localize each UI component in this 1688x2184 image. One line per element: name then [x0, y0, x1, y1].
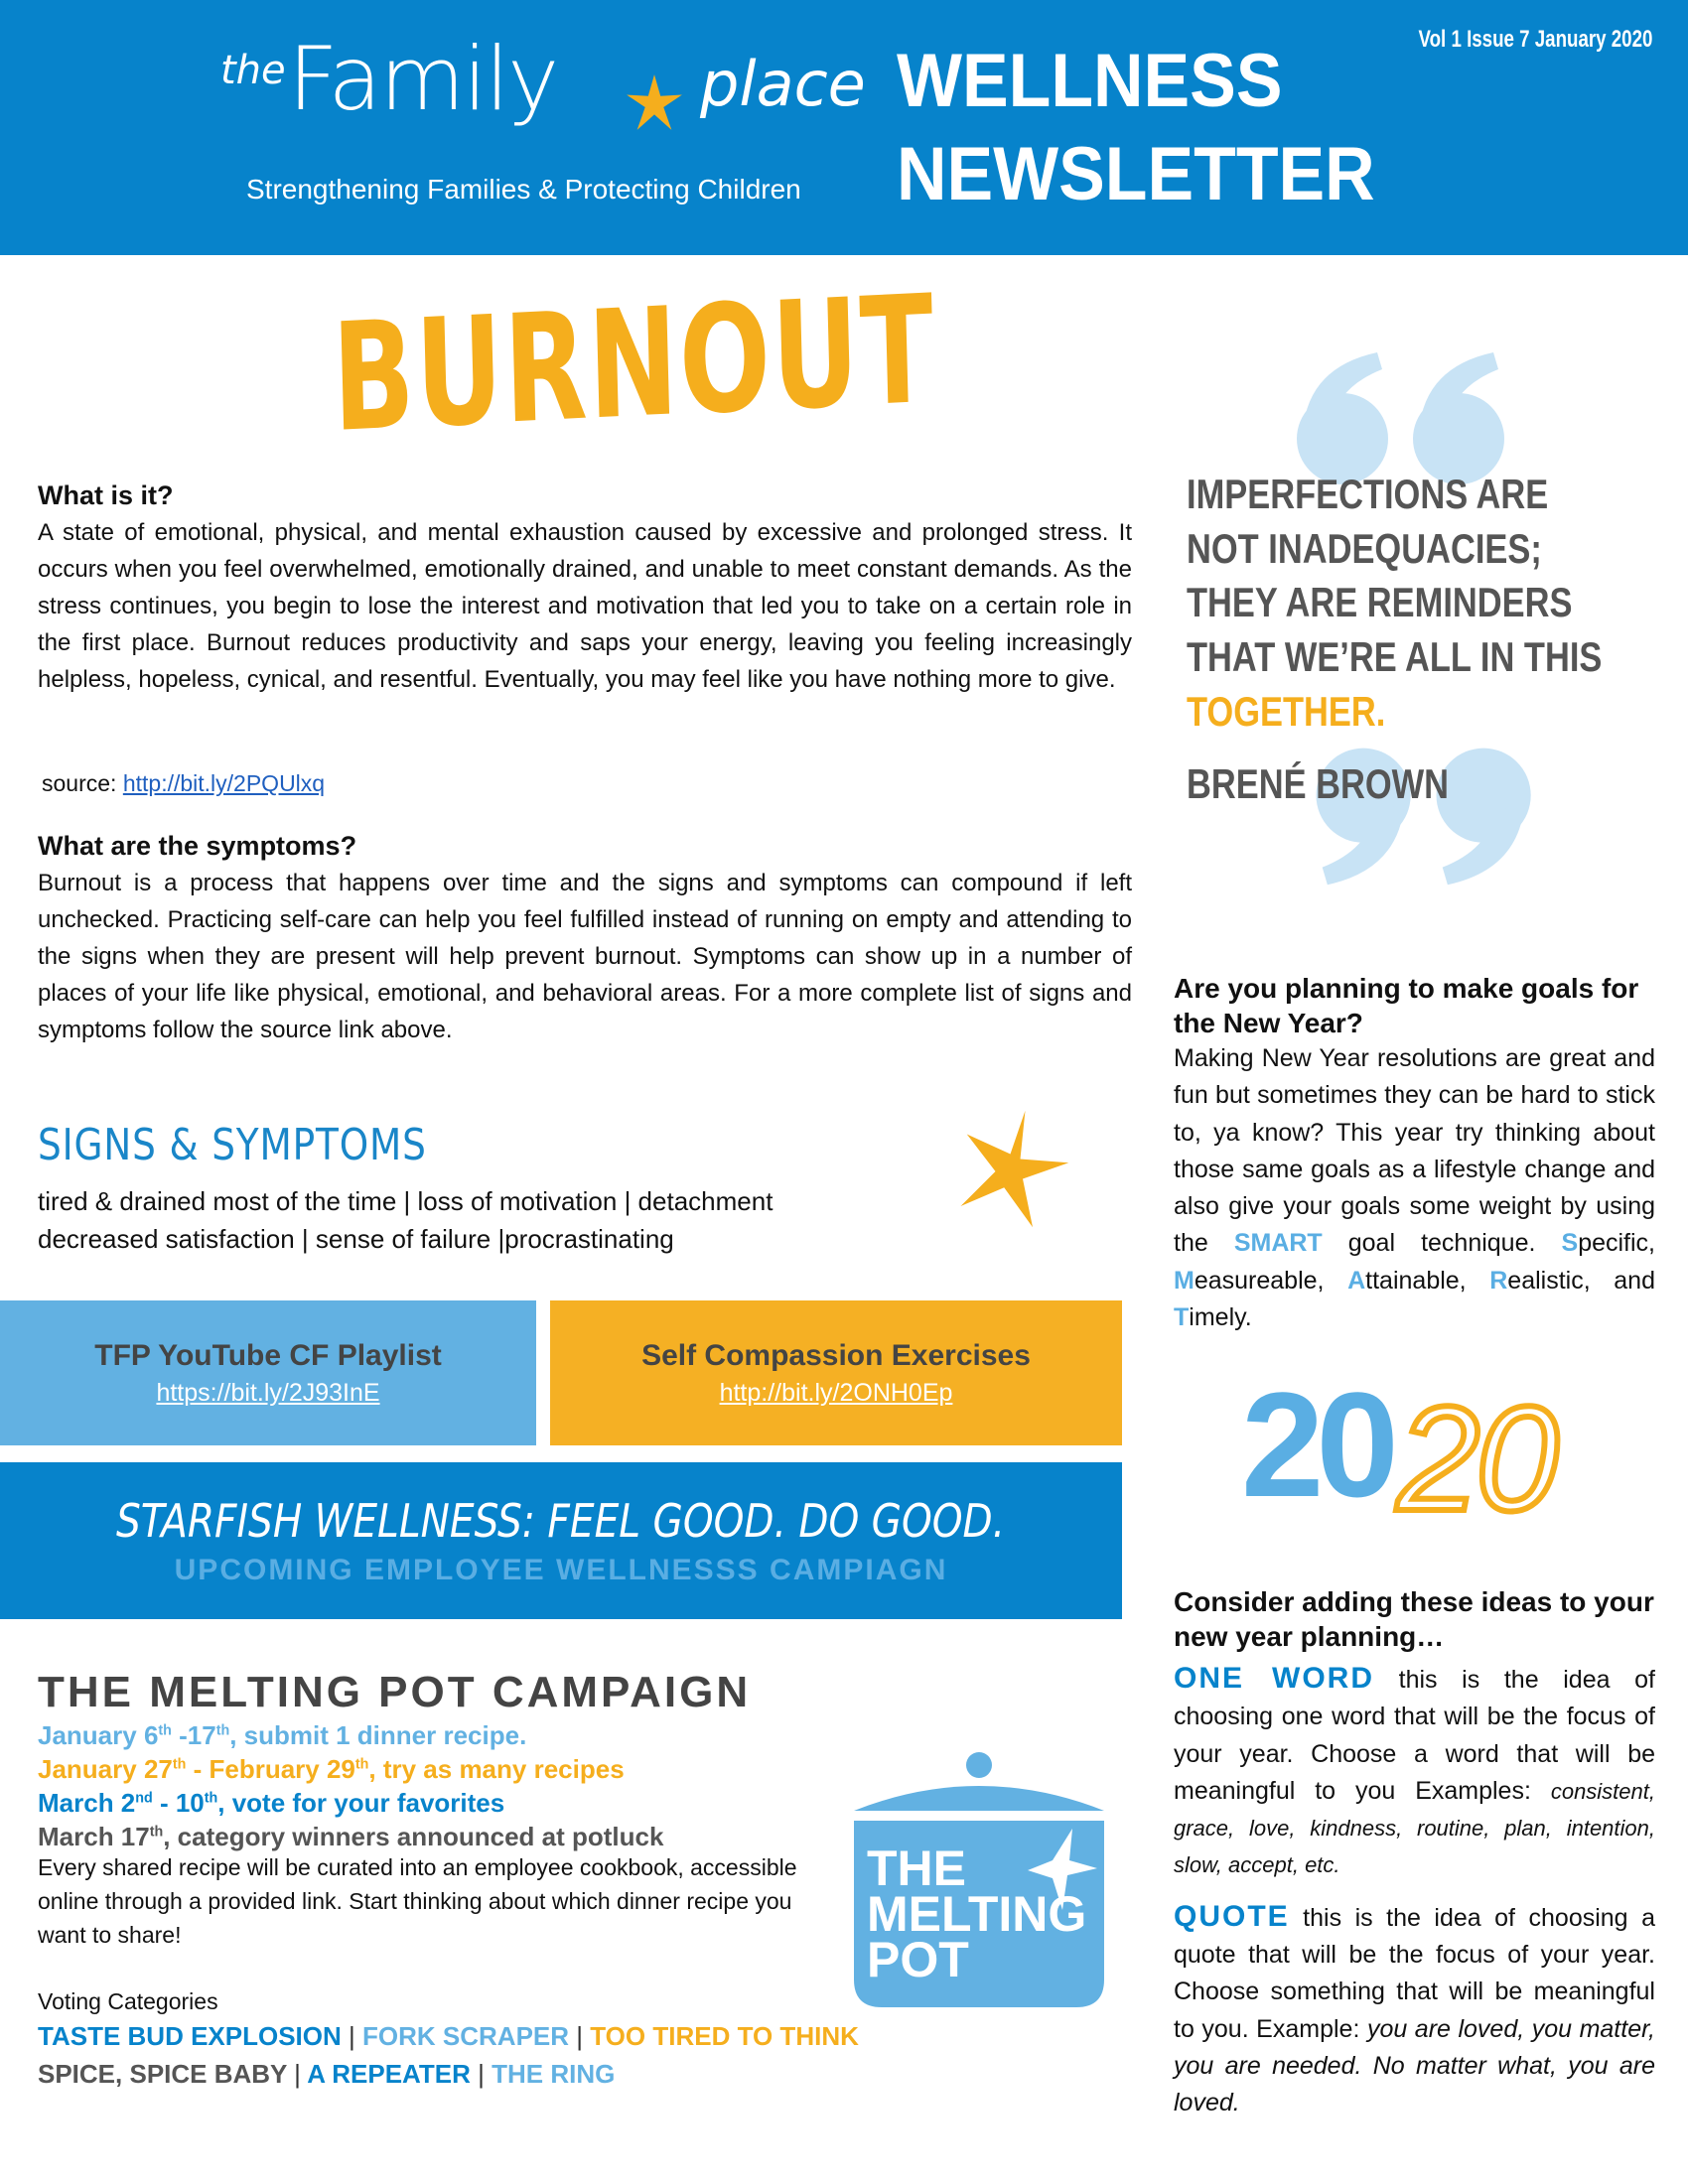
pot-logo-text: THE	[867, 1841, 966, 1896]
category: TASTE BUD EXPLOSION	[38, 2021, 342, 2051]
quote-line: THEY ARE REMINDERS	[1187, 579, 1573, 625]
title-newsletter: NEWSLETTER	[897, 132, 1375, 216]
goals-body	[1174, 1040, 1655, 1336]
text-segment: th	[172, 1756, 187, 1773]
quote-author: BRENÉ BROWN	[1187, 760, 1450, 807]
youtube-title: TFP YouTube CF Playlist	[94, 1338, 442, 1372]
text-segment: , submit 1 dinner recipe.	[229, 1720, 527, 1750]
signs-title: SIGNS & SYMPTOMS	[38, 1120, 427, 1170]
text-segment: Making New Year resolutions are great and fun but sometimes they can be hard to stick to, ya know? This year try thinking about those same goals as a lifestyle change and also give your goals some weight by using the	[1174, 1044, 1655, 1258]
melting-pot-title: THE MELTING POT CAMPAIGN	[38, 1668, 752, 1716]
banner-title: STARFISH WELLNESS: FEEL GOOD. DO GOOD.	[116, 1494, 1006, 1548]
text-segment: , try as many recipes	[368, 1754, 625, 1784]
text-segment: pecific,	[1578, 1229, 1655, 1258]
self-compassion-card[interactable]	[550, 1300, 1122, 1445]
source-link[interactable]: http://bit.ly/2PQUlxq	[122, 770, 326, 796]
melting-pot-body: Every shared recipe will be curated into an employee cookbook, accessible online through a provided link. Start thinking about which dinner recipe you want to share!	[38, 1854, 797, 1948]
quote-line: IMPERFECTIONS ARE	[1187, 471, 1549, 517]
pot-logo-text: MELTING	[867, 1886, 1087, 1942]
text-segment: th	[204, 1790, 218, 1807]
text-segment: March 2	[38, 1788, 136, 1818]
issue-info: Vol 1 Issue 7 January 2020	[1418, 26, 1652, 53]
quote-line: THAT WE’RE ALL IN THIS	[1187, 633, 1603, 680]
text-segment: th	[354, 1756, 369, 1773]
category: TOO TIRED TO THINK	[590, 2021, 859, 2051]
text-segment: this is the idea of choosing a quote that will be the focus of your year. Choose something that will be meaningful to you. Example:	[1174, 1903, 1655, 2043]
text-segment: March 17	[38, 1822, 150, 1851]
text-segment: , vote for your favorites	[217, 1788, 505, 1818]
text-segment: ONE WORD	[1174, 1662, 1375, 1695]
text-segment: , category winners announced at potluck	[163, 1822, 664, 1851]
text-segment: easureable,	[1194, 1266, 1348, 1295]
timeline-1	[38, 1720, 526, 1751]
starfish-icon	[948, 1107, 1072, 1231]
voting-categories-row-1	[38, 2021, 859, 2052]
text-segment: ealistic, and	[1507, 1266, 1655, 1295]
ideas-section	[1174, 1584, 1655, 2122]
category: SPICE, SPICE BABY	[38, 2059, 287, 2089]
text-segment: QUOTE	[1174, 1899, 1290, 1933]
signs-line-1: tired & drained most of the time | loss of motivation | detachment	[38, 1186, 774, 1216]
goals-section	[1174, 971, 1655, 1336]
symptoms-heading: What are the symptoms?	[38, 831, 357, 861]
goals-heading: Are you planning to make goals for the New Year?	[1174, 973, 1639, 1038]
voting-categories-row-2	[38, 2059, 615, 2090]
one-word-body	[1174, 1660, 1655, 1884]
tagline: Strengthening Families & Protecting Children	[246, 174, 801, 205]
text-segment: - 10	[152, 1788, 205, 1818]
text-segment: |	[576, 2021, 584, 2051]
starfish-logo-icon	[624, 71, 685, 133]
text-segment: you are loved, you matter, you are needed. No matter what, you are loved.	[1174, 2014, 1655, 2117]
ideas-heading: Consider adding these ideas to your new year planning…	[1174, 1586, 1654, 1652]
what-heading: What is it?	[38, 480, 174, 510]
text-segment: nd	[135, 1790, 153, 1807]
text-segment: SMART	[1233, 1229, 1323, 1258]
source-line	[42, 770, 325, 797]
text-segment: S	[1561, 1229, 1579, 1258]
title-wellness: WELLNESS	[897, 39, 1283, 123]
logo-the: the	[220, 48, 286, 93]
text-segment: consistent, grace, love, kindness, routine, plan, intention, slow, accept, etc.	[1174, 1778, 1655, 1878]
compassion-title: Self Compassion Exercises	[641, 1338, 1031, 1372]
text-segment: th	[158, 1722, 172, 1739]
youtube-link[interactable]: https://bit.ly/2J93InE	[156, 1378, 380, 1407]
logo-family: Family	[288, 28, 558, 130]
quote-highlight: TOGETHER.	[1187, 688, 1386, 735]
timeline-4	[38, 1822, 663, 1852]
text-segment: imely.	[1189, 1303, 1252, 1332]
compassion-link[interactable]: http://bit.ly/2ONH0Ep	[719, 1378, 953, 1407]
melting-pot-logo	[849, 1751, 1109, 2009]
text-segment: M	[1174, 1266, 1195, 1295]
category: A REPEATER	[307, 2059, 471, 2089]
newsletter-header	[0, 0, 1688, 255]
voting-label: Voting Categories	[38, 1988, 218, 2014]
what-body: A state of emotional, physical, and mental exhaustion caused by excessive and prolonged stress. It occurs when you feel overwhelmed, emotionally drained, and unable to meet constant demands. As the stress continues, you begin to lose the interest and motivation that led you to take on a certain role in the first place. Burnout reduces productivity and saps your energy, leaving you feeling increasingly helpless, hopeless, cynical, and resentful. Eventually, you may feel like you have nothing more to give.	[38, 519, 1132, 693]
text-segment: th	[149, 1824, 164, 1841]
text-segment: January 27	[38, 1754, 173, 1784]
text-segment: January 6	[38, 1720, 159, 1750]
logo-place: place	[700, 48, 866, 120]
banner-subtitle: UPCOMING EMPLOYEE WELLNESSS CAMPIAGN	[174, 1554, 948, 1586]
text-segment: T	[1174, 1303, 1190, 1332]
text-segment: - February 29	[186, 1754, 355, 1784]
open-quote-icon	[1288, 347, 1518, 486]
timeline-2	[38, 1754, 625, 1785]
text-segment: th	[215, 1722, 230, 1739]
quote-body	[1174, 1898, 1655, 2122]
year-2020-graphic	[1241, 1361, 1638, 1559]
text-segment: A	[1347, 1266, 1366, 1295]
close-quote-icon	[1302, 731, 1540, 905]
text-segment: |	[349, 2021, 355, 2051]
category: THE RING	[492, 2059, 616, 2089]
text-segment: ttainable,	[1365, 1266, 1490, 1295]
source-label: source:	[42, 770, 117, 796]
burnout-title: BURNOUT	[330, 263, 937, 466]
text-segment: this is the idea of choosing one word that will be the focus of your year. Choose a word that will be meaningful to you Examples:	[1174, 1666, 1655, 1805]
signs-line-2: decreased satisfaction | sense of failure |procrastinating	[38, 1224, 674, 1254]
text-segment: |	[294, 2059, 301, 2089]
symptoms-body: Burnout is a process that happens over time and the signs and symptoms can compound if left unchecked. Practicing self-care can help you feel fulfilled instead of running on empty and attending to the signs when they are present will help prevent burnout. Symptoms can show up in a number of places of your life like physical, emotional, and behavioral areas. For a more complete list of signs and symptoms follow the source link above.	[38, 870, 1132, 1043]
text-segment: R	[1489, 1266, 1508, 1295]
starfish-wellness-banner	[0, 1462, 1122, 1619]
category: FORK SCRAPER	[362, 2021, 570, 2051]
text-segment: -17	[171, 1720, 216, 1750]
year-part-blue: 20	[1241, 1361, 1391, 1528]
timeline-3	[38, 1788, 504, 1819]
youtube-playlist-card[interactable]	[0, 1300, 536, 1445]
text-segment: goal technique.	[1322, 1229, 1562, 1258]
text-segment: |	[478, 2059, 485, 2089]
quote-line: NOT INADEQUACIES;	[1187, 525, 1542, 572]
year-part-orange: 20	[1396, 1375, 1555, 1542]
pot-logo-text: POT	[867, 1932, 969, 1987]
